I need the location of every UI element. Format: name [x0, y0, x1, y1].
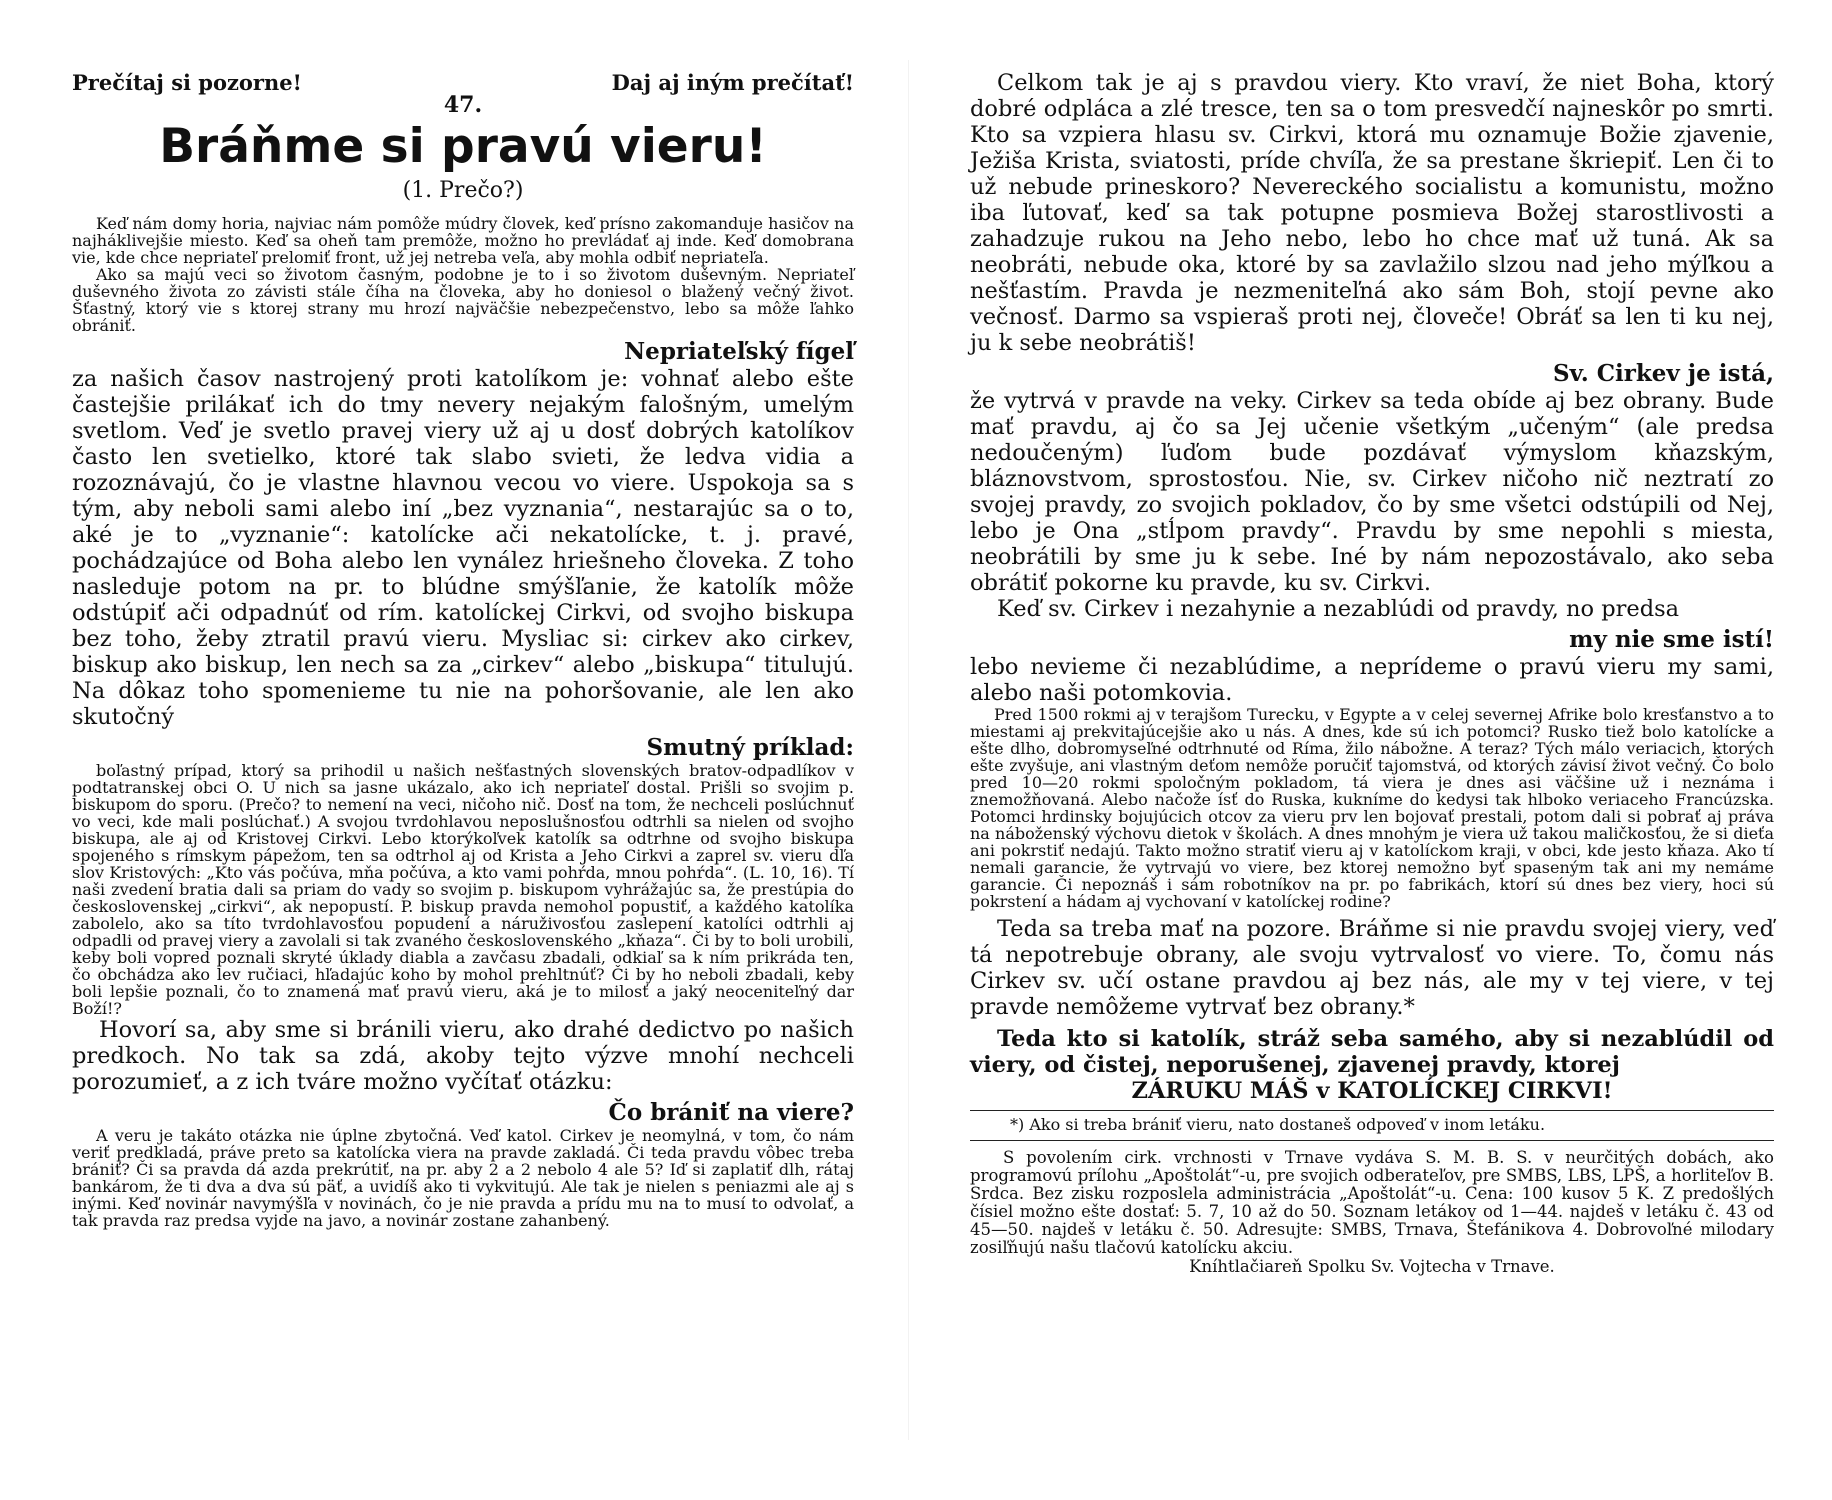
header-right: Daj aj iným prečítať! — [611, 70, 854, 95]
header-left: Prečítaj si pozorne! — [72, 70, 302, 95]
leaflet-number: 47. — [443, 92, 483, 118]
section-heading-what-to-defend: Čo brániť na viere? — [608, 1099, 854, 1126]
colophon: S povolením cirk. vrchnosti v Trnave vydáva S. M. B. S. v neurčitých dobách, ako programovú prílohu „Apoštolát“-u, pre svojich odberateľov, pre SMBS, LBS, LPŠ, a horliteľov B. Srdca. Bez zisku rozposlela administrácia „Apoštolát“-u. Cena: 100 kusov 5 K. Z predošlých čísiel možno ešte dostať: 5. 7, 10 až do 50. Soznam letákov od 1—44. najdeš v letáku č. 43 od 45—50. najdeš v letáku č. 50. Adresujte: SMBS, Trnava, Štefánikova 4. Dobrovoľné milodary zosiľňujú našu tlačovú katolícku akciu. — [970, 1148, 1774, 1257]
paragraph-what-to-defend: A veru je takáto otázka nie úplne zbytočná. Veď katol. Cirkev je neomylná, v tom, čo nám veriť predkladá, práve preto sa katolícka viera na pravde zakladá. Či teda pravdu vôbec treba brániť? Či sa pravda dá azda prekrútiť, na pr. aby 2 a 2 nebolo 4 ale 5? Iď si zaplatiť dlh, rátaj bankárom, že ti dva a dva sú päť, a uvidíš ako ti vykvitujú. Ale tak je nielen s peniazmi ale aj s inými. Keď novinár navymýšľa v novinách, čo je nie pravda a prídu mu na to musí to odvolať, a tak pravda raz predsa vyjde na javo, a novinár zostane zahanbený. — [72, 1126, 854, 1230]
right-page — [910, 0, 1832, 1500]
section-heading-not-certain: my nie sme istí! — [1569, 626, 1774, 653]
footnote-rule — [970, 1110, 1774, 1111]
paragraph-enemy-trick: za našich časov nastrojený proti katolíkom je: vohnať alebo ešte častejšie prilákať ich do tmy nevery nejakým falošným, umelým svetlom. Veď je svetlo pravej viery už aj u dosť dobrých katolíkov často len svetielko, ktoré tak slabo svieti, že ledva vidia a rozoznávajú, čo je vlastne hlavnou vecou vo viere. Uspokoja sa s tým, aby neboli sami alebo iní „bez vyznania“, nestarajúc sa o to, aké je to „vyznanie“: katolícke ači nekatolícke, t. j. pravé, pochádzajúce od Boha alebo len vynález hriešneho človeka. Z toho nasleduje potom na pr. to blúdne smýšľanie, že katolík môže odstúpiť ači odpadnúť od rím. katolíckej Cirkvi, od svojho biskupa bez toho, žeby ztratil pravú vieru. Mysliac si: cirkev ako cirkev, biskup ako biskup, len nech sa za „cirkev“ alebo „biskupa“ titulujú. Na dôkaz toho spomenieme tu nie na pohoršovanie, ale len ako skutočný — [72, 366, 854, 730]
paragraph-history: Pred 1500 rokmi aj v terajšom Turecku, v Egypte a v celej severnej Afrike bolo kresťanstvo a to miestami aj prekvitajúcejšie ako u nás. A dnes, kde sú ich potomci? Rusko tiež bolo katolícke a ešte dlho, dobromyseľné odtrhnuté od Ríma, žilo nábožne. A teraz? Tých málo veriacich, ktorých ešte zvyšuje, ani vlastným deťom nemôže poručiť tajomstvá, od ktorých závisí život večný. Čo bolo pred 10—20 rokmi spoločným pokladom, tá viera je dnes asi väčšine už i neznáma i znemožňovaná. Alebo načože ísť do Ruska, kukníme do kedysi tak hlboko veriaceho Francúzska. Potomci hrdinsky bojujúcich otcov za vieru prv len bojovať prestali, potom dali si pobrať aj práva na náboženský výchovu dietok v školách. A dnes mnohým je viera už takou maličkosťou, že si dieťa ani pokrstiť nedajú. Takto možno stratiť vieru aj v katolíckom kraji, v obci, kde jesto kňaza. Ako tí nemali garancie, že vytrvajú vo viere, bez ktorej nemožno byť spaseným tak ani my nemáme garancie. Či nepoznáš i sám robotníkov na pr. po fabrikách, ktorí sú dnes bez viery, hoci sú pokrstení a hádam aj vychovaní v katolíckej rodine? — [970, 705, 1774, 911]
page-title: Bráňme si pravú vieru! — [159, 119, 767, 174]
paragraph-heritage: Hovorí sa, aby sme si bránili vieru, ako drahé dedictvo po našich predkoch. No tak sa zdá, akoby tejto výzve mnohí nechceli porozumieť, a z ich tváre možno vyčítať otázku: — [72, 1017, 854, 1095]
paragraph-guard-yourself: Teda kto si katolík, stráž seba samého, aby si nezablúdil od viery, od čistej, neporušenej, zjavenej pravdy, ktorej — [970, 1026, 1774, 1078]
section-heading-church-certain: Sv. Cirkev je istá, — [1553, 360, 1774, 387]
paragraph-sad-example: boľastný prípad, ktorý sa prihodil u našich nešťastných slovenských bratov-odpadlíkov v podtatranskej obci O. U nich sa jasne ukázalo, ako ich nepriateľ dostal. Prišli so svojim p. biskupom do sporu. (Prečo? to nemení na veci, ničoho nič. Dosť na tom, že nechceli poslúchnuť vo veci, kde mali poslúchať.) A svojou tvrdohlavou neposlušnosťou odtrhli sa nielen od svojho biskupa, ale aj od Kristovej Cirkvi. Lebo ktorýkoľvek katolík sa odtrhne od svojho biskupa spojeného s rímskym pápežom, ten sa odtrhol aj od Krista a Jeho Cirkvi a zaprel sv. vieru dľa slov Kristových: „Kto vás počúva, mňa počúva, a kto vami pohŕda, mnou pohŕda“. (L. 10, 16). Tí naši zvedení bratia dali sa priam do vady so svojim p. biskupom vyhrážajúc sa, že prestúpia do československej „cirkvi“, ak nepopustí. P. biskup pravda nemohol popustiť, a každého katolíka zabolelo, ako sa títo tvrdohlavosťou popudení a náruživosťou zaslepení katolíci odtrhli aj odpadli od pravej viery a zavolali si tak zvaného československého „kňaza“. Či by to boli urobili, keby boli vopred poznali skryté úklady diabla a zavčasu zbadali, odkiaľ sa k ním prikráda ten, čo obchádza ako lev ručiaci, hľadajúc koho by mohol prehltnúť? Či by ho neboli zbadali, keby boli lepšie poznali, čo to znamená mať pravú vieru, aká je to milosť a jaký neoceniteľný dar Boží!? — [72, 761, 854, 1018]
paragraph-intro-2: Ako sa majú veci so životom časným, podobne je to i so životom duševným. Nepriateľ duševného života zo závisti stále číha na človeka, aby ho doniesol o blažený večný život. Šťastný, ktorý vie s ktorej strany mu hrozí najväčšie nebezpečenstvo, lebo sa môže ľahko obrániť. — [72, 265, 854, 335]
paragraph-be-careful: Teda sa treba mať na pozore. Bráňme si nie pravdu svojej viery, veď tá nepotrebuje obrany, ale svoju vytrvalosť vo viere. To, čomu nás Cirkev sv. učí ostane pravdou aj bez nás, ale my v tej viere, v tej pravde nemôžeme vytrvať bez obrany.* — [970, 916, 1774, 1020]
section-heading-enemy-trick: Nepriateľský fígeľ — [624, 338, 854, 365]
guarantee-line: ZÁRUKU MÁŠ v KATOLÍCKEJ CIRKVI! — [1131, 1078, 1613, 1104]
paragraph-not-certain: lebo nevieme či nezablúdime, a neprídeme o pravú vieru my sami, alebo naši potomkovia. — [970, 654, 1774, 706]
colophon-rule — [970, 1140, 1774, 1141]
page-subtitle: (1. Prečo?) — [402, 178, 524, 203]
left-page — [0, 0, 910, 1500]
paragraph-church-certain: že vytrvá v pravde na veky. Cirkev sa teda obíde aj bez obrany. Bude mať pravdu, aj čo sa Jej učenie všetkým „učeným“ (ale predsa nedoučeným) ľuďom bude pozdávať výmyslom kňazským, bláznovstvom, sprostosťou. Nie, sv. Cirkev ničoho nič neztratí zo svojej pravdy, zo svojich pokladov, čo by sme všetci odstúpili od Nej, lebo je Ona „stĺpom pravdy“. Pravdu by sme nepohli s miesta, neobrátili by sme ju k sebe. Iné by nám nepozostávalo, ako seba obrátiť pokorne ku pravde, ku sv. Cirkvi. — [970, 388, 1774, 596]
paragraph-intro-1: Keď nám domy horia, najviac nám pomôže múdry človek, keď prísno zakomanduje hasičov na najháklivejšie miesto. Keď sa oheň tam premôže, možno ho prevládať aj inde. Keď domobrana vie, kde chce nepriateľ prelomiť front, už jej netreba veľa, aby mohla odbiť nepriateľa. — [72, 214, 854, 267]
paragraph-truth-of-faith: Celkom tak je aj s pravdou viery. Kto vraví, že niet Boha, ktorý dobré odpláca a zlé tresce, ten sa o tom presvedčí najneskôr po smrti. Kto sa vzpiera hlasu sv. Cirkvi, ktorá mu oznamuje Božie zjavenie, Ježiša Krista, sviatosti, príde chvíľa, že sa prestane škriepiť. Len či to už nebude prineskoro? Nevereckého socialistu a komunistu, možno iba ľutovať, keď sa tak potupne posmieva Božej starostlivosti a zahadzuje rukou na Jeho nebo, lebo ho chce mať už tuná. Ak sa neobráti, nebude oka, ktoré by sa zavlažilo slzou nad jeho mýľkou a nešťastím. Pravda je nezmeniteľná ako sám Boh, stojí pevne ako večnosť. Darmo sa vspieraš proti nej, človeče! Obráť sa len ti ku nej, ju k sebe neobrátiš! — [970, 70, 1774, 356]
paragraph-yet: Keď sv. Cirkev i nezahynie a nezablúdi od pravdy, no predsa — [997, 596, 1680, 622]
section-heading-sad-example: Smutný príklad: — [646, 734, 854, 761]
printer-line: Kníhtlačiareň Spolku Sv. Vojtecha v Trnave. — [1189, 1257, 1555, 1276]
footnote: *) Ako si treba brániť vieru, nato dostaneš odpoveď v inom letáku. — [1010, 1115, 1546, 1134]
